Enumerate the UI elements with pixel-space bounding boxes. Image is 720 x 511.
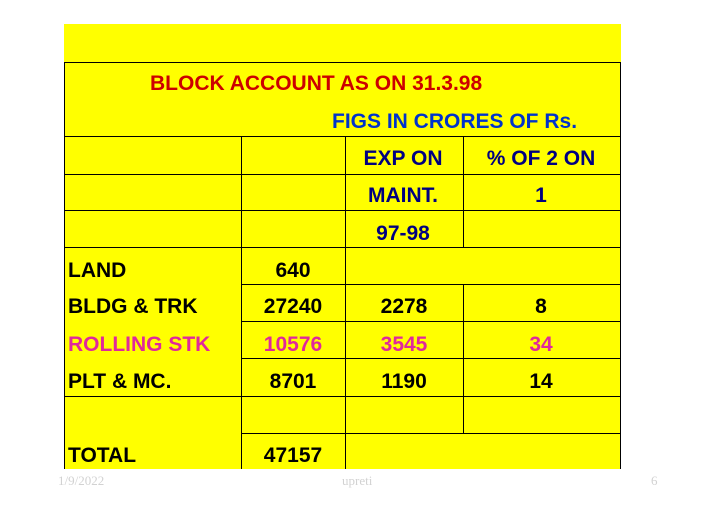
- row-label-bldg: BLDG & TRK: [68, 295, 198, 318]
- row-label-rolling: ROLLING STK: [68, 333, 211, 356]
- grid-line: [64, 210, 621, 211]
- grid-line: [64, 62, 621, 63]
- page-title: BLOCK ACCOUNT AS ON 31.3.98: [150, 72, 483, 95]
- row-pct-rolling: 34: [529, 333, 553, 356]
- grid-line: [463, 136, 464, 247]
- total-label: TOTAL: [68, 444, 137, 467]
- grid-line: [64, 174, 621, 175]
- grid-line: [463, 284, 464, 433]
- grid-line: [345, 136, 346, 469]
- row-value-bldg: 27240: [263, 295, 323, 318]
- row-value-land: 640: [275, 259, 311, 282]
- grid-line: [64, 62, 65, 469]
- row-pct-bldg: 8: [535, 295, 547, 318]
- row-value-rolling: 10576: [263, 333, 323, 356]
- total-value: 47157: [263, 444, 323, 467]
- row-pct-plt: 14: [529, 370, 553, 393]
- grid-line: [241, 321, 621, 322]
- row-exp-plt: 1190: [381, 370, 427, 393]
- row-label-plt: PLT & MC.: [68, 370, 172, 393]
- spreadsheet-slide: [64, 24, 621, 469]
- page-subtitle: FIGS IN CRORES OF Rs.: [332, 110, 578, 133]
- grid-line: [620, 62, 621, 469]
- row-exp-bldg: 2278: [380, 295, 428, 318]
- footer-date: 1/9/2022: [58, 473, 105, 488]
- grid-line: [64, 136, 621, 137]
- footer-author: upreti: [342, 473, 373, 488]
- row-value-plt: 8701: [269, 370, 317, 393]
- grid-line: [241, 284, 621, 285]
- pct-header-line2: 1: [535, 184, 547, 207]
- grid-line: [64, 396, 621, 397]
- exp-header-line3: 97-98: [376, 222, 430, 245]
- row-exp-rolling: 3545: [380, 333, 428, 356]
- exp-header-line2: MAINT.: [368, 184, 438, 207]
- grid-line: [241, 136, 242, 469]
- grid-line: [64, 247, 621, 248]
- row-label-land: LAND: [68, 259, 127, 282]
- pct-header-line1: % OF 2 ON: [486, 147, 596, 170]
- grid-line: [241, 358, 621, 359]
- grid-line: [241, 433, 621, 434]
- exp-header-line1: EXP ON: [363, 147, 443, 170]
- footer-page-number: 6: [651, 473, 658, 488]
